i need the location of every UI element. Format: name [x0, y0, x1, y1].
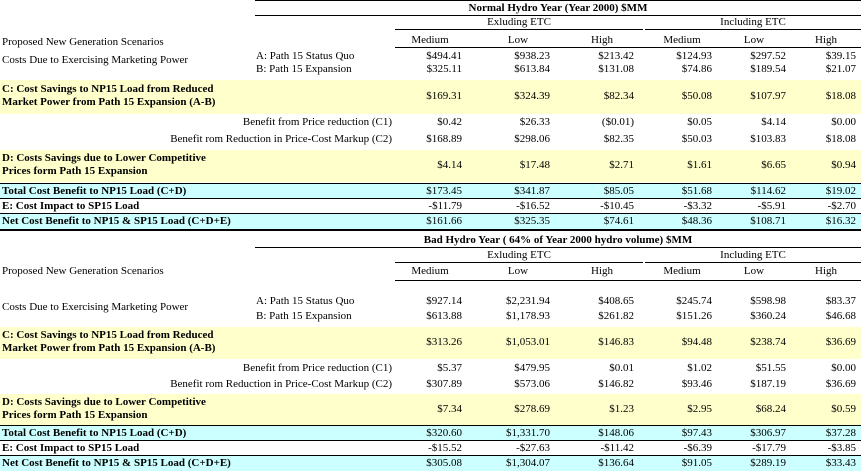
cell-value: -$17.79: [752, 442, 786, 454]
cell-value: $2.95: [687, 403, 712, 415]
cell-value: $2,231.94: [506, 295, 550, 307]
table-row: [0, 63, 861, 76]
cell-value: $46.68: [825, 310, 856, 322]
column-headers: [395, 34, 861, 48]
row-label: D: Costs Savings due to Lower Competitive: [2, 396, 206, 408]
col-header: High: [815, 265, 837, 277]
section-title: Bad Hydro Year ( 64% of Year 2000 hydro volume) $MM: [255, 233, 861, 248]
row-label: Benefit rom Reduction in Price-Cost Markup (C2): [170, 133, 392, 145]
table-row: [0, 295, 861, 308]
row-label: Net Cost Benefit to NP15 & SP15 Load (C+D+E): [2, 457, 231, 469]
row-label: Benefit from Price reduction (C1): [242, 362, 392, 374]
cell-value: $297.52: [750, 50, 786, 62]
cell-value: $51.55: [755, 362, 786, 374]
cell-value: -$16.52: [516, 200, 550, 212]
costs-label: Costs Due to Exercising Marketing Power: [2, 301, 189, 313]
cell-value: $1,178.93: [506, 310, 550, 322]
cell-value: $7.34: [437, 403, 462, 415]
table-row: [0, 456, 861, 471]
row-label: E: Cost Impact to SP15 Load: [2, 200, 140, 212]
row-label: Total Cost Benefit to NP15 Load (C+D): [2, 185, 187, 197]
divider: [395, 280, 861, 281]
cell-value: $325.11: [426, 63, 462, 75]
divider: [0, 440, 861, 441]
cell-value: ($0.01): [601, 116, 634, 128]
cell-value: $0.59: [831, 403, 856, 415]
col-header: Medium: [411, 34, 449, 46]
row-label: C: Cost Savings to NP15 Load from Reduced: [2, 83, 214, 95]
cell-value: -$6.39: [683, 442, 712, 454]
cell-value: -$3.85: [827, 442, 856, 454]
cell-value: $0.05: [687, 116, 712, 128]
row-label: Prices form Path 15 Expansion: [2, 165, 148, 177]
costs-label: Costs Due to Exercising Marketing Power: [2, 54, 189, 66]
cell-value: $479.95: [514, 362, 550, 374]
divider: [0, 198, 861, 199]
cell-value: $325.35: [514, 215, 550, 227]
cell-value: $598.98: [750, 295, 786, 307]
cell-value: $4.14: [437, 159, 462, 171]
cell-value: -$27.63: [516, 442, 550, 454]
col-header: Low: [507, 34, 529, 46]
cell-value: $187.19: [750, 378, 786, 390]
table-row: [0, 214, 861, 229]
table-row: [0, 310, 861, 323]
row-label: Benefit rom Reduction in Price-Cost Markup (C2): [170, 378, 392, 390]
col-header: High: [815, 34, 837, 46]
cell-value: $37.28: [825, 427, 856, 439]
cell-value: $0.00: [831, 116, 856, 128]
section-divider: [0, 229, 861, 231]
column-headers: [395, 265, 861, 278]
cell-value: $289.19: [750, 457, 786, 469]
cell-value: $613.88: [426, 310, 462, 322]
cell-value: $307.89: [426, 378, 462, 390]
cell-value: $1,304.07: [506, 457, 550, 469]
cell-value: -$11.79: [428, 200, 462, 212]
cell-value: $5.37: [437, 362, 462, 374]
including-etc-group: [645, 249, 861, 263]
cell-value: $360.24: [750, 310, 786, 322]
cell-value: $4.14: [761, 116, 786, 128]
cell-value: $146.83: [598, 336, 634, 348]
row-label: Benefit from Price reduction (C1): [242, 116, 392, 128]
cell-value: $82.34: [603, 90, 634, 102]
cell-value: $324.39: [514, 90, 550, 102]
row-label: Total Cost Benefit to NP15 Load (C+D): [2, 427, 187, 439]
cell-value: $33.43: [825, 457, 856, 469]
cell-value: $341.87: [514, 185, 550, 197]
cell-value: $0.01: [609, 362, 634, 374]
cell-value: $6.65: [761, 159, 786, 171]
bad-hydro-section: [0, 233, 861, 473]
cell-value: -$11.42: [600, 442, 634, 454]
row-label: C: Cost Savings to NP15 Load from Reduced: [2, 329, 214, 341]
col-header: Medium: [663, 34, 701, 46]
cell-value: $94.48: [681, 336, 712, 348]
cell-value: $573.06: [514, 378, 550, 390]
table-row: [0, 394, 861, 426]
row-label: A: Path 15 Status Quo: [256, 295, 355, 307]
cell-value: $108.71: [750, 215, 786, 227]
cell-value: $238.74: [750, 336, 786, 348]
cell-value: $613.84: [514, 63, 550, 75]
cell-value: $494.41: [426, 50, 462, 62]
table-row: [0, 199, 861, 213]
cell-value: $927.14: [426, 295, 462, 307]
cell-value: $408.65: [598, 295, 634, 307]
col-header: Low: [743, 265, 765, 277]
table-row: [0, 80, 861, 114]
excluding-etc-group: [395, 16, 643, 30]
cell-value: $97.43: [681, 427, 712, 439]
table-row: [0, 441, 861, 455]
col-header: Low: [743, 34, 765, 46]
cell-value: $173.45: [426, 185, 462, 197]
cell-value: $18.08: [825, 90, 856, 102]
cell-value: $21.07: [825, 63, 856, 75]
cell-value: $189.54: [750, 63, 786, 75]
table-row: [0, 133, 861, 146]
cell-value: $107.97: [750, 90, 786, 102]
cell-value: $93.46: [681, 378, 712, 390]
cell-value: $1.61: [687, 159, 712, 171]
cell-value: $17.48: [519, 159, 550, 171]
cell-value: $19.02: [825, 185, 856, 197]
row-label: B: Path 15 Expansion: [256, 310, 352, 322]
cell-value: $168.89: [426, 133, 462, 145]
row-label: E: Cost Impact to SP15 Load: [2, 442, 140, 454]
cell-value: $1.23: [609, 403, 634, 415]
cell-value: $51.68: [681, 185, 712, 197]
cell-value: $161.66: [426, 215, 462, 227]
table-row: [0, 184, 861, 198]
excluding-etc-label: Exluding ETC: [487, 16, 551, 28]
cell-value: $298.06: [514, 133, 550, 145]
row-label: Prices form Path 15 Expansion: [2, 409, 148, 421]
cell-value: $68.24: [755, 403, 786, 415]
cell-value: $36.69: [825, 336, 856, 348]
cell-value: $151.26: [676, 310, 712, 322]
cell-value: $83.37: [825, 295, 856, 307]
cell-value: $261.82: [598, 310, 634, 322]
cell-value: $245.74: [676, 295, 712, 307]
cell-value: $278.69: [514, 403, 550, 415]
cell-value: $0.00: [831, 362, 856, 374]
col-header: High: [591, 34, 613, 46]
table-row: [0, 362, 861, 375]
cell-value: $50.03: [681, 133, 712, 145]
excluding-etc-label: Exluding ETC: [487, 249, 551, 261]
cell-value: -$3.32: [683, 200, 712, 212]
divider: [0, 455, 861, 456]
cell-value: $306.97: [750, 427, 786, 439]
cell-value: $146.82: [598, 378, 634, 390]
cell-value: $91.05: [681, 457, 712, 469]
including-etc-group: [645, 16, 861, 30]
cell-value: $1.02: [687, 362, 712, 374]
row-label: Market Power from Path 15 Expansion (A-B): [2, 96, 216, 108]
table-row: [0, 426, 861, 440]
cell-value: $50.08: [681, 90, 712, 102]
row-label: D: Costs Savings due to Lower Competitive: [2, 152, 206, 164]
cell-value: $74.86: [681, 63, 712, 75]
cell-value: $148.06: [598, 427, 634, 439]
cell-value: $18.08: [825, 133, 856, 145]
including-etc-label: Including ETC: [720, 249, 786, 261]
cell-value: $305.08: [426, 457, 462, 469]
cell-value: $1,053.01: [506, 336, 550, 348]
cell-value: $0.42: [437, 116, 462, 128]
cell-value: $82.35: [603, 133, 634, 145]
row-label: B: Path 15 Expansion: [256, 63, 352, 75]
table-row: [0, 116, 861, 129]
cell-value: $938.23: [514, 50, 550, 62]
cell-value: $74.61: [603, 215, 634, 227]
cell-value: $313.26: [426, 336, 462, 348]
col-header: Low: [507, 265, 529, 277]
cell-value: -$2.70: [827, 200, 856, 212]
cell-value: $36.69: [825, 378, 856, 390]
cell-value: $16.32: [825, 215, 856, 227]
divider: [0, 425, 861, 426]
col-header: High: [591, 265, 613, 277]
cell-value: $39.15: [825, 50, 856, 62]
row-label: Market Power from Path 15 Expansion (A-B): [2, 342, 216, 354]
cell-value: $1,331.70: [506, 427, 550, 439]
cell-value: $114.62: [750, 185, 786, 197]
table-row: [0, 327, 861, 359]
cell-value: $103.83: [750, 133, 786, 145]
cell-value: -$5.91: [757, 200, 786, 212]
table-row: [0, 378, 861, 391]
row-label: Net Cost Benefit to NP15 & SP15 Load (C+D+E): [2, 215, 231, 227]
row-label: A: Path 15 Status Quo: [256, 50, 355, 62]
cell-value: $131.08: [598, 63, 634, 75]
cell-value: $85.05: [603, 185, 634, 197]
divider: [0, 183, 861, 184]
cell-value: -$15.52: [428, 442, 462, 454]
cell-value: $213.42: [598, 50, 634, 62]
including-etc-label: Including ETC: [720, 16, 786, 28]
scenario-header: Proposed New Generation Scenarios: [2, 265, 164, 277]
table-row: [0, 50, 861, 63]
scenario-header: Proposed New Generation Scenarios: [2, 36, 164, 48]
cell-value: $0.94: [831, 159, 856, 171]
col-header: Medium: [663, 265, 701, 277]
cell-value: $124.93: [676, 50, 712, 62]
cell-value: $136.64: [598, 457, 634, 469]
cell-value: -$10.45: [600, 200, 634, 212]
section-title: Normal Hydro Year (Year 2000) $MM: [255, 0, 861, 16]
divider: [0, 213, 861, 214]
cell-value: $26.33: [519, 116, 550, 128]
cell-value: $320.60: [426, 427, 462, 439]
table-row: [0, 150, 861, 182]
cell-value: $48.36: [681, 215, 712, 227]
col-header: Medium: [411, 265, 449, 277]
cell-value: $169.31: [426, 90, 462, 102]
cell-value: $2.71: [609, 159, 634, 171]
normal-hydro-section: [0, 0, 861, 233]
excluding-etc-group: [395, 249, 643, 263]
